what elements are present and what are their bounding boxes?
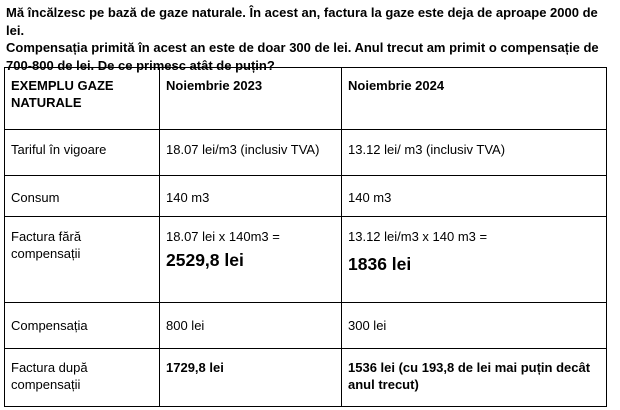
- table-row: [5, 176, 607, 217]
- table-header-row: [5, 68, 607, 130]
- header-nov-2023-cell: Noiembrie 2023: [160, 68, 342, 130]
- bill-after-2023-cell: 1729,8 lei: [160, 349, 342, 407]
- intro-question: [6, 4, 618, 74]
- bill-before-2024-formula: 13.12 lei/m3 x 140 m3 =: [348, 229, 488, 244]
- row-label-compensation: Compensația: [5, 303, 160, 349]
- consumption-2023-cell: 140 m3: [160, 176, 342, 217]
- row-label-bill-after: Factura după compensații: [5, 349, 160, 407]
- bill-after-2024-cell: 1536 lei (cu 193,8 de lei mai puțin decât anul trecut): [342, 349, 607, 407]
- header-nov-2024-cell: Noiembrie 2024: [342, 68, 607, 130]
- tariff-2023-cell: 18.07 lei/m3 (inclusiv TVA): [160, 130, 342, 176]
- row-label-bill-before: Factura fără compensații: [5, 217, 160, 303]
- intro-line-3: 700-800 de lei. De ce primesc atât de puțin?: [6, 57, 275, 73]
- intro-line-1: Mă încălzesc pe bază de gaze naturale. În acest an, factura la gaze este deja de aproape 2000 de lei.: [6, 5, 598, 38]
- header-label-cell: EXEMPLU GAZE NATURALE: [5, 68, 160, 130]
- row-label-consumption: Consum: [5, 176, 160, 217]
- bill-before-2024-cell: [342, 217, 607, 303]
- consumption-2024-cell: 140 m3: [342, 176, 607, 217]
- table-row: [5, 349, 607, 407]
- row-label-tariff: Tariful în vigoare: [5, 130, 160, 176]
- table-row: [5, 217, 607, 303]
- gas-bill-comparison-table: [4, 67, 607, 407]
- tariff-2024-cell: 13.12 lei/ m3 (inclusiv TVA): [342, 130, 607, 176]
- bill-before-2024-total: 1836 lei: [348, 254, 412, 274]
- table-row: [5, 130, 607, 176]
- compensation-2024-cell: 300 lei: [342, 303, 607, 349]
- bill-before-2023-formula: 18.07 lei x 140m3 =: [166, 229, 280, 244]
- intro-line-2: Compensația primită în acest an este de doar 300 de lei. Anul trecut am primit o compensație de: [6, 40, 599, 55]
- bill-before-2023-total: 2529,8 lei: [166, 250, 244, 270]
- table-row: [5, 303, 607, 349]
- compensation-2023-cell: 800 lei: [160, 303, 342, 349]
- bill-before-2023-cell: [160, 217, 342, 303]
